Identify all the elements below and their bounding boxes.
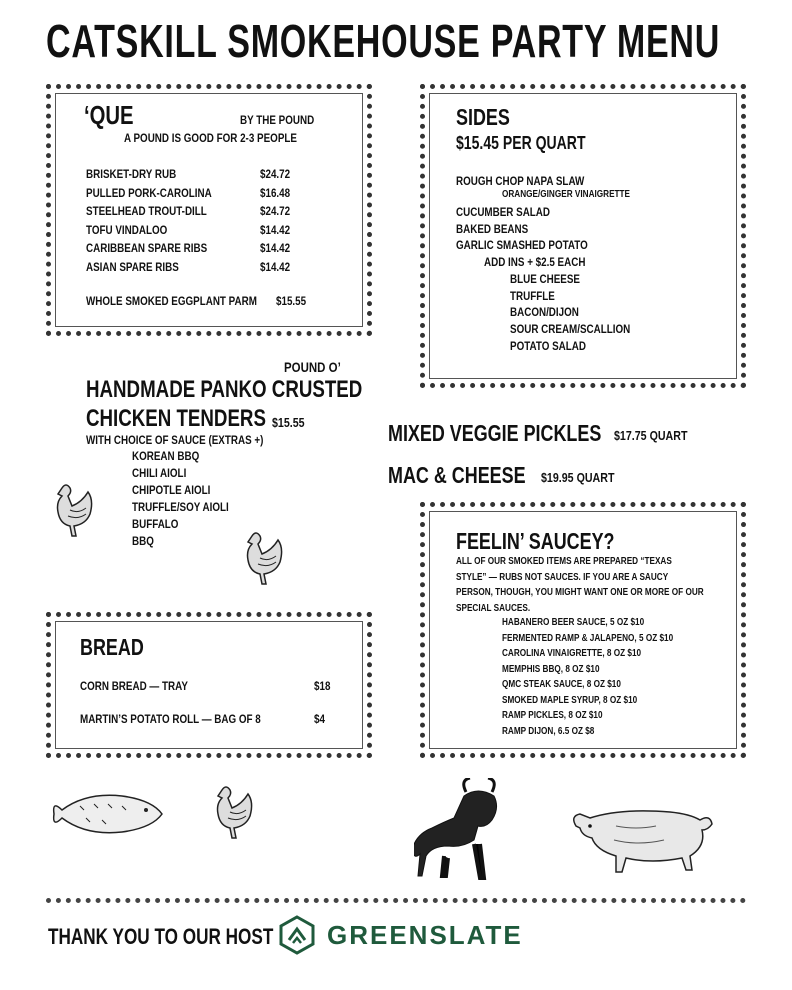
que-item-price: $14.42 [260,222,291,237]
sides-item: GARLIC SMASHED POTATO [456,238,588,253]
sides-slaw-note: ORANGE/GINGER VINAIGRETTE [502,189,631,200]
que-eggplant-price: $15.55 [276,294,307,308]
saucey-sauce-item: RAMP PICKLES, 8 OZ $10 [502,710,603,721]
tenders-line2: CHICKEN TENDERS [86,405,266,432]
rooster-icon [240,528,290,588]
tenders-pound-o: POUND O’ [284,359,341,375]
que-item-price: $16.48 [260,185,291,200]
sides-addin-item: SOUR CREAM/SCALLION [510,322,631,337]
que-note: A POUND IS GOOD FOR 2-3 PEOPLE [124,131,297,145]
saucey-sauce-item: MEMPHIS BBQ, 8 OZ $10 [502,663,600,675]
sides-addin-item: BACON/DIJON [510,305,579,320]
saucey-desc-line: STYLE” — RUBS NOT SAUCES. IF YOU ARE A SAUCY [456,571,669,583]
saucey-sauce-item: CAROLINA VINAIGRETTE, 8 OZ $10 [502,648,642,659]
sides-item: BAKED BEANS [456,221,529,236]
que-item-price: $24.72 [260,204,291,218]
que-item-name: ASIAN SPARE RIBS [86,259,179,274]
tenders-sauce: KOREAN BBQ [132,449,200,463]
mac-price: $19.95 QUART [541,470,615,485]
que-item-name: CARIBBEAN SPARE RIBS [86,241,208,255]
tenders-line1: HANDMADE PANKO CRUSTED [86,376,363,403]
bread-item-price: $4 [314,712,325,726]
que-heading: ‘QUE [84,100,134,130]
tenders-sauce: BBQ [132,534,154,548]
bread-heading: BREAD [80,634,144,660]
sides-item: CUCUMBER SALAD [456,205,551,219]
que-item-name: STEELHEAD TROUT-DILL [86,204,207,218]
footer-thanks: THANK YOU TO OUR HOST [48,924,274,949]
sides-addins: ADD INS + $2.5 EACH [484,255,586,269]
que-item-name: BRISKET-DRY RUB [86,167,177,181]
saucey-sauce-item: QMC STEAK SAUCE, 8 OZ $10 [502,679,621,690]
menu-title: CATSKILL SMOKEHOUSE PARTY MENU [46,15,721,67]
tenders-note: WITH CHOICE OF SAUCE (EXTRAS +) [86,433,264,447]
fish-icon [50,790,165,838]
bull-icon [414,778,518,884]
sides-addin-item: TRUFFLE [510,288,555,303]
saucey-sauce-item: SMOKED MAPLE SYRUP, 8 OZ $10 [502,694,638,706]
que-by-pound: BY THE POUND [240,113,315,127]
sides-heading: SIDES [456,104,510,130]
sides-addin-item: POTATO SALAD [510,338,586,353]
saucey-sauce-item: HABANERO BEER SAUCE, 5 OZ $10 [502,617,645,628]
saucey-heading: FEELIN’ SAUCEY? [456,528,615,554]
saucey-desc-line: PERSON, THOUGH, YOU MIGHT WANT ONE OR MORE OF OUR [456,587,704,598]
tenders-price: $15.55 [272,415,305,430]
que-eggplant: WHOLE SMOKED EGGPLANT PARM [86,294,257,308]
tenders-sauce: CHIPOTLE AIOLI [132,483,211,497]
footer-brand: GREENSLATE [327,920,523,950]
greenslate-logo-icon [279,915,315,955]
que-item-name: PULLED PORK-CAROLINA [86,185,212,200]
que-item-price: $14.42 [260,259,291,274]
sides-slaw: ROUGH CHOP NAPA SLAW [456,174,585,188]
saucey-desc-line: SPECIAL SAUCES. [456,602,531,614]
rooster-icon [210,782,260,842]
rooster-icon [50,480,100,540]
sides-price: $15.45 PER QUART [456,133,586,153]
pickles-name: MIXED VEGGIE PICKLES [388,420,602,446]
que-item-name: TOFU VINDALOO [86,222,168,237]
bread-item-price: $18 [314,679,331,693]
pig-icon [566,796,716,878]
sides-addin-item: BLUE CHEESE [510,272,580,286]
que-item-price: $14.42 [260,241,291,255]
saucey-desc-line: ALL OF OUR SMOKED ITEMS ARE PREPARED “TEXAS [456,556,672,567]
mac-name: MAC & CHEESE [388,462,526,488]
footer-divider [46,898,746,903]
saucey-sauce-item: FERMENTED RAMP & JALAPENO, 5 OZ $10 [502,632,674,644]
tenders-sauce: BUFFALO [132,517,179,531]
saucey-sauce-item: RAMP DIJON, 6.5 OZ $8 [502,725,595,737]
bread-item-name: CORN BREAD — TRAY [80,679,188,693]
tenders-sauce: CHILI AIOLI [132,466,187,480]
bread-item-name: MARTIN’S POTATO ROLL — BAG OF 8 [80,712,261,726]
que-item-price: $24.72 [260,167,291,181]
pickles-price: $17.75 QUART [614,428,688,443]
tenders-sauce: TRUFFLE/SOY AIOLI [132,500,229,514]
